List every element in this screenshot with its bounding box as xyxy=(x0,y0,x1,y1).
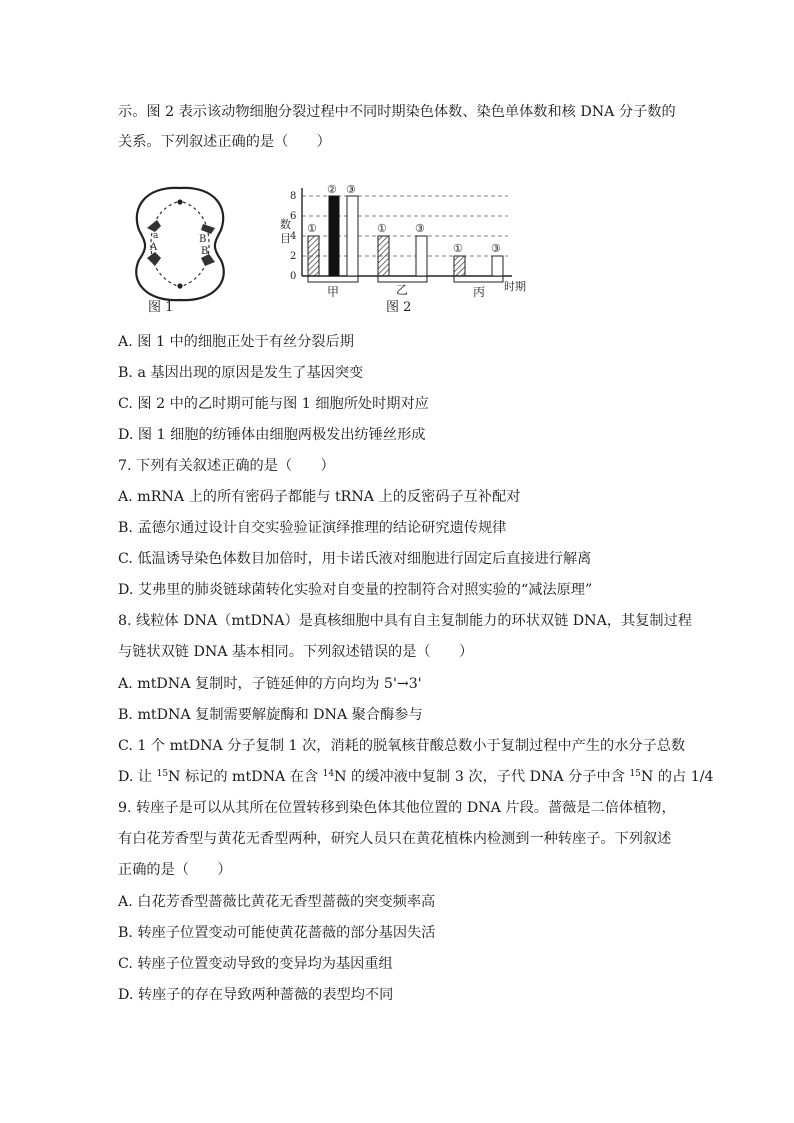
question-7-option-b: B. 孟德尔通过设计自交实验验证演绎推理的结论研究遗传规律 xyxy=(118,520,507,536)
bar-yi-3 xyxy=(416,236,427,276)
question-8-stem-line-2: 与链状双链 DNA 基本相同。下列叙述错误的是（ ） xyxy=(118,644,474,660)
isotope-superscript-2: 14 xyxy=(322,769,335,779)
question-7-option-d: D. 艾弗里的肺炎链球菌转化实验对自变量的控制符合对照实验的“减法原理” xyxy=(118,582,593,598)
bar-jia-1 xyxy=(308,236,319,276)
y-tick-6: 6 xyxy=(290,211,297,222)
question-6-option-c: C. 图 2 中的乙时期可能与图 1 细胞所处时期对应 xyxy=(118,396,429,412)
figure-2-caption: 图 2 xyxy=(386,300,412,315)
bar-yi-1 xyxy=(378,236,389,276)
centriole-bottom xyxy=(177,283,182,288)
marker-jia-1: ① xyxy=(307,222,317,235)
marker-bing-1: ① xyxy=(453,242,463,255)
question-6-option-b: B. a 基因出现的原因是发生了基因突变 xyxy=(118,365,364,381)
period-label-jia: 甲 xyxy=(327,285,340,299)
question-7-option-c: C. 低温诱导染色体数目加倍时，用卡诺氏液对细胞进行固定后直接进行解离 xyxy=(118,551,592,567)
figure-1-cell-diagram xyxy=(125,180,235,320)
question-8-stem-line-1: 8. 线粒体 DNA（mtDNA）是真核细胞中具有自主复制能力的环状双链 DNA，其复制过程 xyxy=(118,613,692,629)
question-9-stem-line-2: 有白花芳香型与黄花无香型两种，研究人员只在黄花植株内检测到一种转座子。下列叙述 xyxy=(118,831,672,847)
gene-label-B-bottom: B xyxy=(201,246,209,257)
isotope-superscript-3: 15 xyxy=(629,769,641,779)
marker-yi-1: ① xyxy=(377,222,387,235)
question-9-option-a: A. 白花芳香型蔷薇比黄花无香型蔷薇的突变频率高 xyxy=(118,894,436,910)
question-7-option-a: A. mRNA 上的所有密码子都能与 tRNA 上的反密码子互补配对 xyxy=(118,489,521,505)
y-axis-label-char-1: 数 xyxy=(280,218,291,231)
option-d-text-2: N 标记的 mtDNA 在含 xyxy=(168,769,323,785)
chromosome-upper-right xyxy=(201,224,215,234)
period-label-bing: 丙 xyxy=(473,285,486,299)
question-8-option-b: B. mtDNA 复制需要解旋酶和 DNA 聚合酶参与 xyxy=(118,707,423,723)
bar-bing-3 xyxy=(492,256,503,276)
question-9-option-b: B. 转座子位置变动可能使黄花蔷薇的部分基因失活 xyxy=(118,925,436,941)
marker-bing-3: ③ xyxy=(491,242,501,255)
x-axis-label: 时期 xyxy=(504,280,526,293)
gene-label-B-top: B xyxy=(199,234,207,245)
question-9-stem-line-3: 正确的是（ ） xyxy=(118,862,232,878)
y-tick-0: 0 xyxy=(290,271,297,282)
y-axis-label-char-2: 目 xyxy=(280,232,291,245)
marker-yi-3: ③ xyxy=(415,222,425,235)
bracket-yi xyxy=(378,276,427,282)
gene-label-A: A xyxy=(150,242,158,253)
bar-bing-1 xyxy=(454,256,465,276)
question-8-option-d xyxy=(118,767,714,787)
figure-2-bar-chart xyxy=(276,178,536,302)
bar-jia-3 xyxy=(347,196,358,276)
question-7-stem: 7. 下列有关叙述正确的是（ ） xyxy=(118,458,335,474)
period-label-yi: 乙 xyxy=(396,283,409,297)
question-6-stem-line-2: 关系。下列叙述正确的是（ ） xyxy=(118,134,331,150)
y-tick-2: 2 xyxy=(290,251,297,262)
marker-jia-3: ③ xyxy=(346,183,356,196)
question-6-option-d: D. 图 1 细胞的纺锤体由细胞两极发出纺锤丝形成 xyxy=(118,427,426,443)
question-9-option-c: C. 转座子位置变动导致的变异均为基因重组 xyxy=(118,956,393,972)
question-9-stem-line-1: 9. 转座子是可以从其所在位置转移到染色体其他位置的 DNA 片段。蔷薇是二倍体植物， xyxy=(118,800,676,816)
marker-jia-2: ② xyxy=(327,183,337,196)
bracket-bing xyxy=(454,276,503,282)
gene-label-a: a xyxy=(153,231,159,241)
y-tick-4: 4 xyxy=(290,231,297,242)
option-d-text-4: N 的占 1/4 xyxy=(640,769,714,785)
chromosome-lower-left xyxy=(147,252,161,266)
centriole-top xyxy=(177,199,182,204)
question-6-option-a: A. 图 1 中的细胞正处于有丝分裂后期 xyxy=(118,334,354,350)
question-9-option-d: D. 转座子的存在导致两种蔷薇的表型均不同 xyxy=(118,987,394,1003)
question-8-option-c: C. 1 个 mtDNA 分子复制 1 次，消耗的脱氧核苷酸总数小于复制过程中产生的水分子总数 xyxy=(118,738,686,754)
y-tick-8: 8 xyxy=(290,191,297,202)
figure-1-caption: 图 1 xyxy=(148,300,174,315)
bar-jia-2 xyxy=(329,196,339,276)
option-d-text-3: N 的缓冲液中复制 3 次，子代 DNA 分子中含 xyxy=(334,769,630,785)
question-6-stem-line-1: 示。图 2 表示该动物细胞分裂过程中不同时期染色体数、染色单体数和核 DNA 分子数的 xyxy=(118,104,676,120)
isotope-superscript-1: 15 xyxy=(156,769,169,779)
question-8-option-a: A. mtDNA 复制时，子链延伸的方向均为 5'→3' xyxy=(118,676,422,692)
option-d-text-1: D. 让 xyxy=(118,769,157,785)
bracket-jia xyxy=(308,276,358,282)
